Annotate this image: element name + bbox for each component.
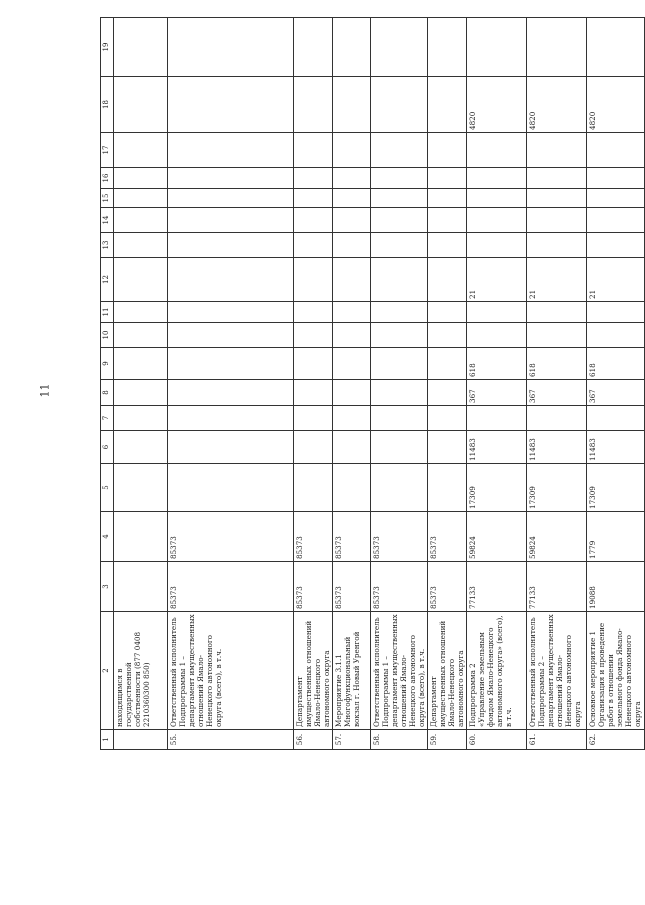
value-cell xyxy=(333,380,371,406)
value-cell xyxy=(428,431,467,464)
column-number-11: 11 xyxy=(101,302,114,323)
value-cell xyxy=(587,18,645,77)
value-cell: 17309 xyxy=(527,464,587,512)
value-cell xyxy=(168,189,294,208)
value-cell xyxy=(168,258,294,302)
value-cell xyxy=(527,302,587,323)
value-cell: 17309 xyxy=(467,464,527,512)
value-cell xyxy=(371,233,428,258)
value-cell xyxy=(467,168,527,189)
value-cell xyxy=(333,406,371,431)
value-cell: 618 xyxy=(467,348,527,380)
value-cell: 85373 xyxy=(428,562,467,612)
value-cell xyxy=(587,168,645,189)
column-number-8: 8 xyxy=(101,380,114,406)
value-cell xyxy=(168,302,294,323)
value-cell xyxy=(467,406,527,431)
value-cell xyxy=(114,323,168,348)
row-number-cell: 62. xyxy=(587,730,645,750)
value-cell: 85373 xyxy=(294,562,333,612)
row-name-cell: Подпрограмма 2 «Управление земельным фондом Ямало-Ненецкого автономного округа» (всего), в т.ч. xyxy=(467,612,527,730)
value-cell: 11483 xyxy=(467,431,527,464)
value-cell: 11483 xyxy=(527,431,587,464)
value-cell xyxy=(371,302,428,323)
value-cell xyxy=(467,233,527,258)
row-name-cell: Основное мероприятие 1 Организация и проведение работ в отношении земельного фонда Ямало-Ненецкого автономного округа xyxy=(587,612,645,730)
value-cell xyxy=(168,464,294,512)
value-cell xyxy=(587,133,645,168)
value-cell xyxy=(114,233,168,258)
column-number-17: 17 xyxy=(101,133,114,168)
value-cell xyxy=(168,208,294,233)
value-cell xyxy=(333,348,371,380)
value-cell xyxy=(371,464,428,512)
value-cell xyxy=(371,348,428,380)
value-cell xyxy=(114,348,168,380)
value-cell xyxy=(333,18,371,77)
value-cell: 59824 xyxy=(527,512,587,562)
value-cell xyxy=(114,406,168,431)
value-cell xyxy=(333,258,371,302)
value-cell xyxy=(168,406,294,431)
table-row xyxy=(294,18,333,750)
table-row xyxy=(333,18,371,750)
budget-table xyxy=(100,17,645,750)
row-number-cell xyxy=(114,730,168,750)
value-cell: 85373 xyxy=(371,512,428,562)
value-cell xyxy=(294,133,333,168)
value-cell: 4820 xyxy=(527,77,587,133)
column-number-7: 7 xyxy=(101,406,114,431)
value-cell xyxy=(587,323,645,348)
table-row xyxy=(371,18,428,750)
value-cell xyxy=(114,562,168,612)
column-number-9: 9 xyxy=(101,348,114,380)
row-number-cell: 61. xyxy=(527,730,587,750)
value-cell xyxy=(168,77,294,133)
row-number-cell: 58. xyxy=(371,730,428,750)
value-cell xyxy=(467,189,527,208)
value-cell xyxy=(371,431,428,464)
table-row xyxy=(114,18,168,750)
value-cell xyxy=(428,406,467,431)
value-cell xyxy=(527,133,587,168)
value-cell xyxy=(114,168,168,189)
value-cell xyxy=(371,18,428,77)
column-number-12: 12 xyxy=(101,258,114,302)
value-cell xyxy=(114,18,168,77)
value-cell: 11483 xyxy=(587,431,645,464)
value-cell xyxy=(168,348,294,380)
value-cell xyxy=(587,233,645,258)
value-cell xyxy=(587,189,645,208)
value-cell xyxy=(333,323,371,348)
column-number-13: 13 xyxy=(101,233,114,258)
value-cell: 85373 xyxy=(428,512,467,562)
value-cell xyxy=(428,133,467,168)
table-row xyxy=(428,18,467,750)
value-cell xyxy=(333,133,371,168)
value-cell xyxy=(114,380,168,406)
value-cell: 367 xyxy=(527,380,587,406)
value-cell xyxy=(333,168,371,189)
column-number-19: 19 xyxy=(101,18,114,77)
value-cell xyxy=(294,406,333,431)
value-cell: 77133 xyxy=(467,562,527,612)
value-cell xyxy=(114,464,168,512)
value-cell: 85373 xyxy=(371,562,428,612)
value-cell xyxy=(371,77,428,133)
row-name-cell: Мероприятие 3.1.1 Многофункциональный вокзал г. Новый Уренгой xyxy=(333,612,371,730)
row-number-cell: 60. xyxy=(467,730,527,750)
value-cell xyxy=(333,208,371,233)
table-container xyxy=(100,18,642,750)
value-cell: 4820 xyxy=(587,77,645,133)
value-cell xyxy=(114,77,168,133)
column-number-3: 3 xyxy=(101,562,114,612)
row-name-cell: Департамент имущественных отношений Ямало-Ненецкого автономного округа xyxy=(294,612,333,730)
value-cell: 17309 xyxy=(587,464,645,512)
value-cell xyxy=(294,380,333,406)
value-cell xyxy=(527,233,587,258)
value-cell xyxy=(371,258,428,302)
value-cell xyxy=(428,77,467,133)
value-cell xyxy=(527,168,587,189)
value-cell xyxy=(114,302,168,323)
value-cell xyxy=(527,208,587,233)
value-cell xyxy=(371,189,428,208)
value-cell xyxy=(371,208,428,233)
value-cell xyxy=(114,258,168,302)
value-cell xyxy=(168,18,294,77)
value-cell xyxy=(428,258,467,302)
value-cell xyxy=(467,323,527,348)
value-cell xyxy=(333,233,371,258)
value-cell xyxy=(168,233,294,258)
value-cell xyxy=(333,77,371,133)
row-number-cell: 57. xyxy=(333,730,371,750)
row-number-cell: 55. xyxy=(168,730,294,750)
row-name-cell: Департамент имущественных отношений Ямало-Ненецкого автономного округа xyxy=(428,612,467,730)
value-cell xyxy=(371,406,428,431)
value-cell xyxy=(428,168,467,189)
column-number-15: 15 xyxy=(101,189,114,208)
value-cell xyxy=(294,208,333,233)
value-cell xyxy=(294,348,333,380)
column-number-4: 4 xyxy=(101,512,114,562)
value-cell xyxy=(168,133,294,168)
value-cell: 618 xyxy=(527,348,587,380)
value-cell xyxy=(168,380,294,406)
value-cell xyxy=(114,208,168,233)
value-cell xyxy=(587,302,645,323)
value-cell xyxy=(428,302,467,323)
row-name-cell: Ответственный исполнитель Подпрограммы 1 – департамент имущественных отношений Ямало-Ненецкого автономного округа (всего), в т.ч. xyxy=(371,612,428,730)
value-cell xyxy=(428,380,467,406)
value-cell: 21 xyxy=(587,258,645,302)
row-number-cell: 56. xyxy=(294,730,333,750)
value-cell: 21 xyxy=(527,258,587,302)
value-cell xyxy=(467,208,527,233)
value-cell xyxy=(467,302,527,323)
value-cell: 367 xyxy=(587,380,645,406)
column-number-2: 2 xyxy=(101,612,114,730)
column-number-5: 5 xyxy=(101,464,114,512)
value-cell xyxy=(168,168,294,189)
value-cell: 85373 xyxy=(168,562,294,612)
value-cell xyxy=(428,233,467,258)
value-cell: 367 xyxy=(467,380,527,406)
value-cell xyxy=(333,431,371,464)
value-cell xyxy=(371,133,428,168)
value-cell xyxy=(333,189,371,208)
column-number-row xyxy=(101,18,114,750)
value-cell xyxy=(294,258,333,302)
value-cell: 618 xyxy=(587,348,645,380)
table-row xyxy=(587,18,645,750)
value-cell xyxy=(527,18,587,77)
value-cell: 85373 xyxy=(333,562,371,612)
column-number-6: 6 xyxy=(101,431,114,464)
value-cell: 85373 xyxy=(294,512,333,562)
value-cell xyxy=(371,323,428,348)
row-name-cell: находящимся в государственной собственности (877 0408 2210360300 850) xyxy=(114,612,168,730)
value-cell xyxy=(428,189,467,208)
value-cell: 59824 xyxy=(467,512,527,562)
table-row xyxy=(527,18,587,750)
value-cell xyxy=(527,406,587,431)
value-cell: 85373 xyxy=(333,512,371,562)
value-cell xyxy=(114,512,168,562)
value-cell xyxy=(294,189,333,208)
value-cell xyxy=(371,168,428,189)
value-cell xyxy=(467,18,527,77)
rotated-table-frame xyxy=(100,18,642,750)
value-cell xyxy=(294,18,333,77)
value-cell xyxy=(294,233,333,258)
value-cell xyxy=(333,464,371,512)
value-cell: 85373 xyxy=(168,512,294,562)
value-cell: 77133 xyxy=(527,562,587,612)
value-cell xyxy=(428,18,467,77)
value-cell: 19088 xyxy=(587,562,645,612)
value-cell xyxy=(428,348,467,380)
value-cell xyxy=(114,133,168,168)
value-cell xyxy=(371,380,428,406)
column-number-18: 18 xyxy=(101,77,114,133)
value-cell xyxy=(587,406,645,431)
value-cell xyxy=(294,464,333,512)
row-name-cell: Ответственный исполнитель Подпрограммы 2 – департамент имущественных отношений Ямало-Ненецкого автономного округа xyxy=(527,612,587,730)
value-cell xyxy=(467,133,527,168)
value-cell xyxy=(294,168,333,189)
table-row xyxy=(467,18,527,750)
value-cell xyxy=(527,323,587,348)
page-number: 11 xyxy=(38,383,52,398)
value-cell xyxy=(168,431,294,464)
table-row xyxy=(168,18,294,750)
column-number-16: 16 xyxy=(101,168,114,189)
value-cell xyxy=(114,431,168,464)
row-number-cell: 59. xyxy=(428,730,467,750)
value-cell xyxy=(294,431,333,464)
value-cell xyxy=(294,77,333,133)
value-cell xyxy=(428,323,467,348)
value-cell xyxy=(114,189,168,208)
row-name-cell: Ответственный исполнитель Подпрограммы 1 – департамент имущественных отношений Ямало-Ненецкого автономного округа (всего), в т.ч. xyxy=(168,612,294,730)
column-number-14: 14 xyxy=(101,208,114,233)
value-cell xyxy=(333,302,371,323)
column-number-10: 10 xyxy=(101,323,114,348)
value-cell: 4820 xyxy=(467,77,527,133)
value-cell xyxy=(294,323,333,348)
value-cell xyxy=(587,208,645,233)
value-cell: 1779 xyxy=(587,512,645,562)
value-cell xyxy=(428,464,467,512)
value-cell: 21 xyxy=(467,258,527,302)
column-number-1: 1 xyxy=(101,730,114,750)
value-cell xyxy=(294,302,333,323)
value-cell xyxy=(428,208,467,233)
value-cell xyxy=(168,323,294,348)
value-cell xyxy=(527,189,587,208)
